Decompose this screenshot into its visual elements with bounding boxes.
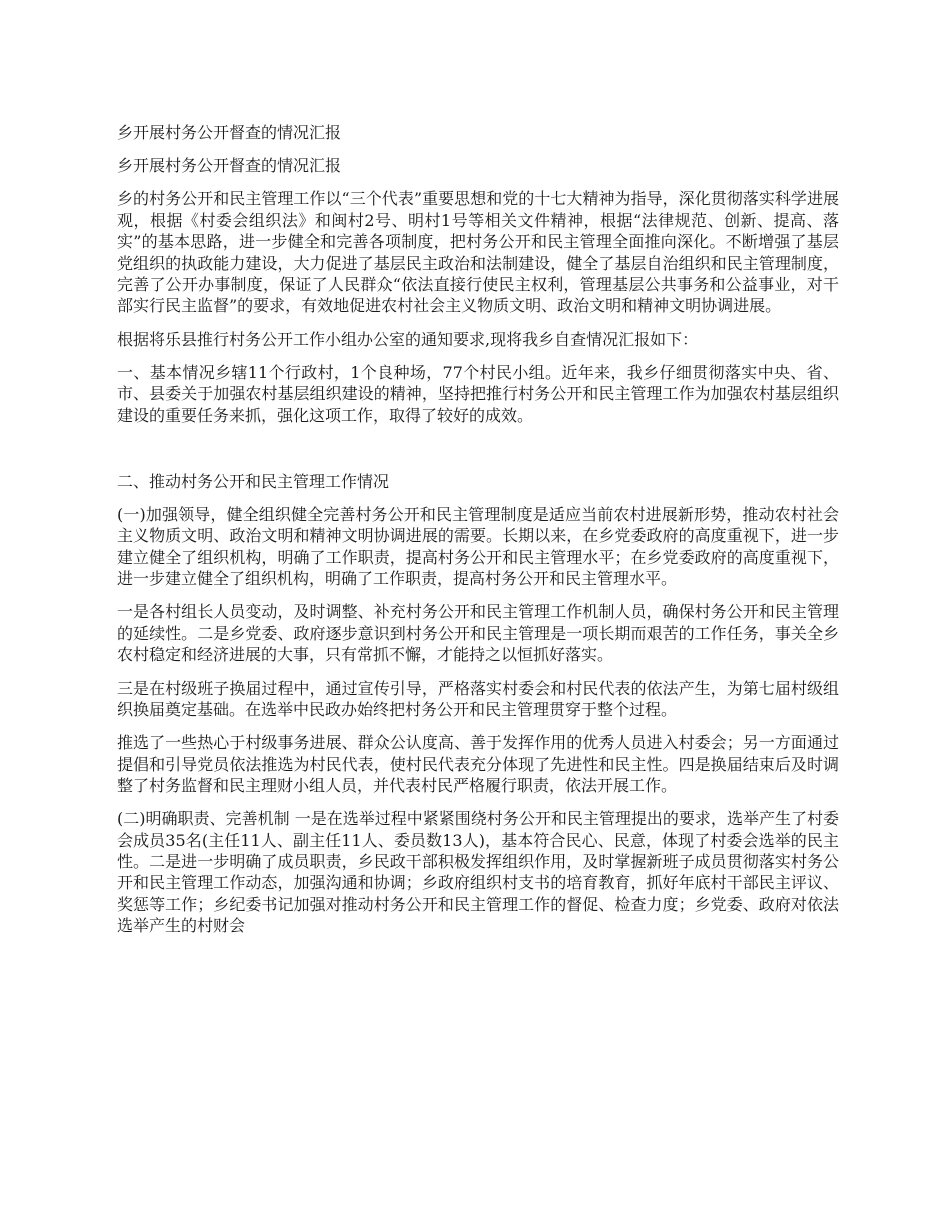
document-subheading: 乡开展村务公开督查的情况汇报: [117, 156, 342, 176]
paragraph-basic-situation: 一、基本情况乡辖11个行政村，1个良种场，77个村民小组。近年来，我乡仔细贯彻落实中央、省、市、县委关于加强农村基层组织建设的精神，坚持把推行村务公开和民主管理工作为加强农村基层组织建设的重要任务来抓，强化这项工作，取得了较好的成效。: [117, 362, 839, 425]
paragraph-report-notice: 根据将乐县推行村务公开工作小组办公室的通知要求,现将我乡自查情况汇报如下：: [117, 329, 699, 349]
paragraph-leadership: (一)加强领导，健全组织健全完善村务公开和民主管理制度是适应当前农村进展新形势，推动农村社会主义物质文明、政治文明和精神文明协调进展的需要。长期以来，在乡党委政府的高度重视下，进一步建立健全了组织机构，明确了工作职责，提高村务公开和民主管理水平；在乡党委政府的高度重视下，进一步建立健全了组织机构，明确了工作职责，提高村务公开和民主管理水平。: [117, 505, 839, 589]
paragraph-duties: (二)明确职责、完善机制 一是在选举过程中紧紧围绕村务公开和民主管理提出的要求，选举产生了村委会成员35名(主任11人、副主任11人、委员数13人)，基本符合民心、民意，体现了村委会选举的民主性。二是进一步明确了成员职责，乡民政干部积极发挥组织作用，及时掌握新班子成员贯彻落实村务公开和民主管理工作动态，加强沟通和协调；乡政府组织村支书的培育教育，抓好年底村干部民主评议、奖惩等工作；乡纪委书记加强对推动村务公开和民主管理工作的督促、检查力度；乡党委、政府对依法选举产生的村财会: [117, 809, 839, 936]
section2-heading: 二、推动村务公开和民主管理工作情况: [117, 471, 390, 491]
section-spacer: [117, 438, 839, 471]
paragraph-selection: 推选了一些热心于村级事务进展、群众公认度高、善于发挥作用的优秀人员进入村委会；另一方面通过提倡和引导党员依法推选为村民代表，使村民代表充分体现了先进性和民主性。四是换届结束后及时调整了村务监督和民主理财小组人员，并代表村民严格履行职责，依法开展工作。: [117, 733, 839, 795]
document-heading: 乡开展村务公开督查的情况汇报: [117, 123, 342, 142]
paragraph-election: 三是在村级班子换届过程中，通过宣传引导，严格落实村委会和村民代表的依法产生，为第七届村级组织换届奠定基础。在选举中民政办始终把村务公开和民主管理贯穿于整个过程。: [117, 678, 839, 719]
document-page: [117, 122, 839, 948]
paragraph-intro: 乡的村务公开和民主管理工作以“三个代表”重要思想和党的十七大精神为指导，深化贯彻落实科学进展观，根据《村委会组织法》和闽村2号、明村1号等相关文件精神，根据“法律规范、创新、提高、落实”的基本思路，进一步健全和完善各项制度，把村务公开和民主管理全面推向深化。不断增强了基层党组织的执政能力建设，大力促进了基层民主政治和法制建设，健全了基层自治组织和民主管理制度，完善了公开办事制度，保证了人民群众“依法直接行使民主权利，管理基层公共事务和公益事业，对干部实行民主监督”的要求，有效地促进农村社会主义物质文明、政治文明和精神文明协调进展。: [117, 189, 839, 316]
paragraph-personnel: 一是各村组长人员变动，及时调整、补充村务公开和民主管理工作机制人员，确保村务公开和民主管理的延续性。二是乡党委、政府逐步意识到村务公开和民主管理是一项长期而艰苦的工作任务，事关全乡农村稳定和经济进展的大事，只有常抓不懈，才能持之以恒抓好落实。: [117, 602, 839, 665]
